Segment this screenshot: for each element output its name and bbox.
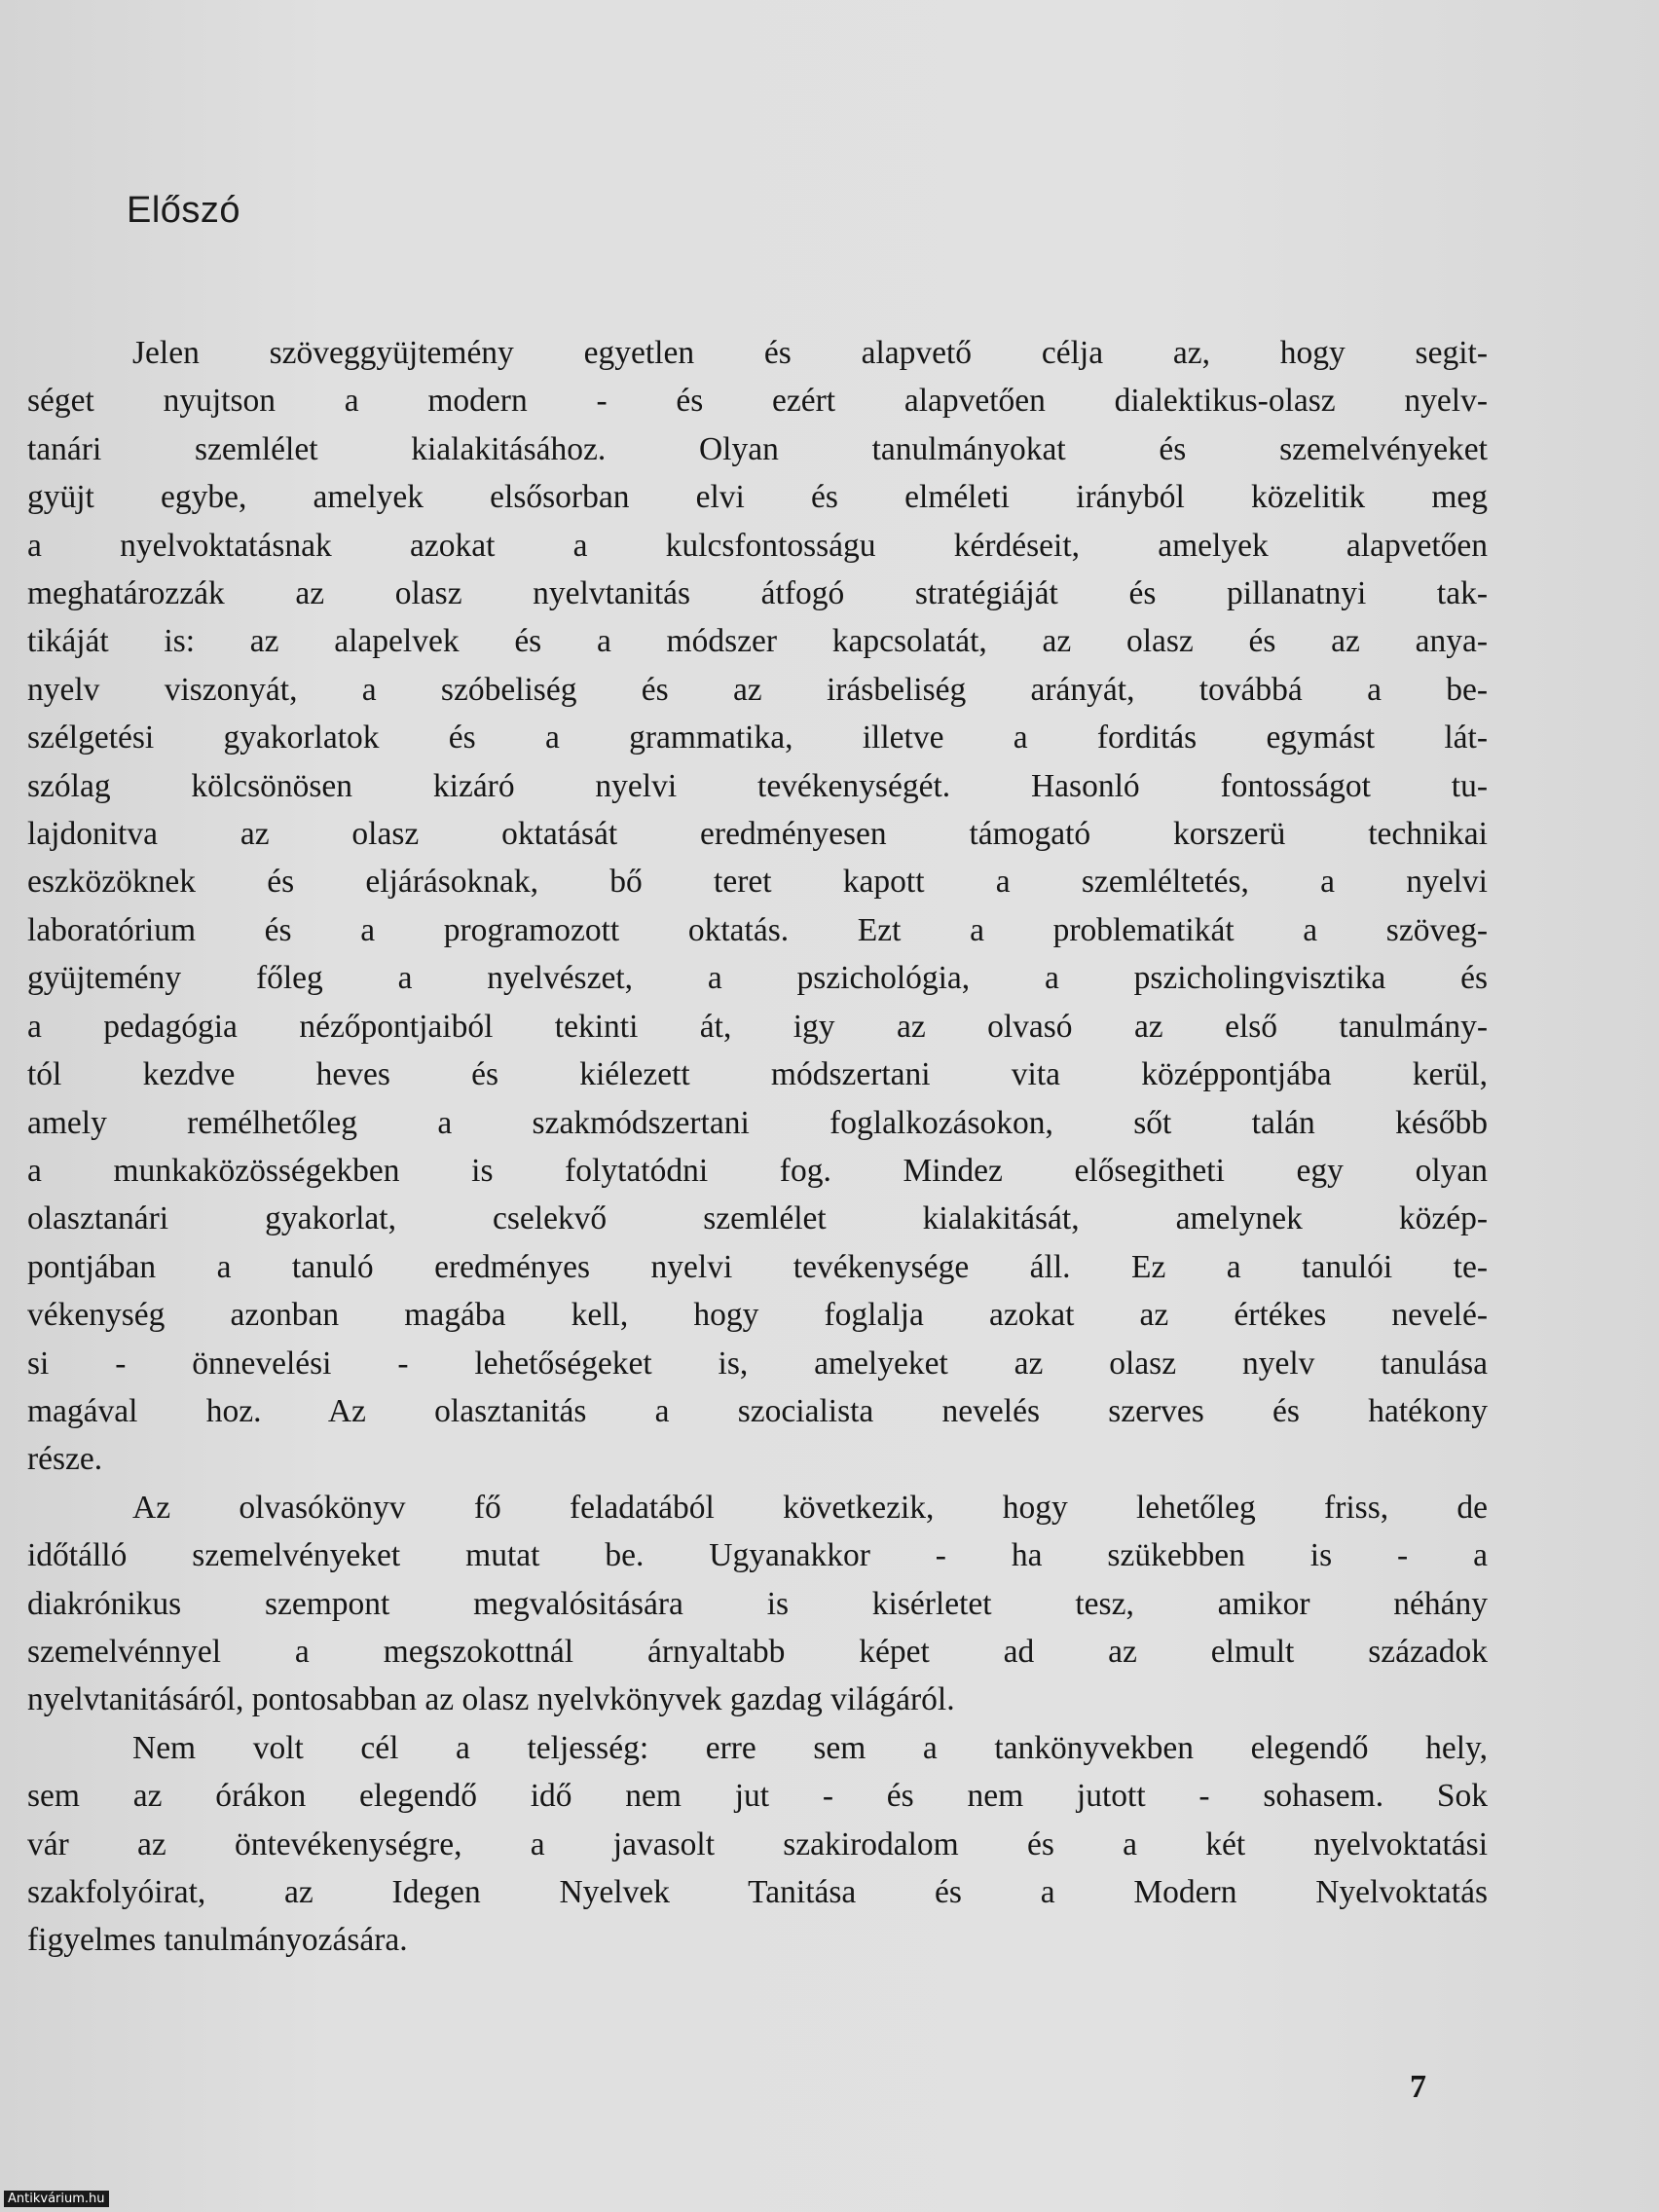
text-line: pontjában a tanuló eredményes nyelvi tevékenysége áll. Ez a tanulói te- bbox=[27, 1248, 1488, 1285]
text-line: Az olvasókönyv fő feladatából következik, hogy lehetőleg friss, de bbox=[132, 1489, 1488, 1526]
text-line: diakrónikus szempont megvalósitására is kisérletet tesz, amikor néhány bbox=[27, 1585, 1488, 1622]
text-line: eszközöknek és eljárásoknak, bő teret kapott a szemléltetés, a nyelvi bbox=[27, 864, 1488, 901]
text-line: tól kezdve heves és kiélezett módszertani vita középpontjába kerül, bbox=[27, 1056, 1488, 1093]
text-line: laboratórium és a programozott oktatás. Ezt a problematikát a szöveg- bbox=[27, 911, 1488, 948]
text-line: szólag kölcsönösen kizáró nyelvi tevékenységét. Hasonló fontosságot tu- bbox=[27, 767, 1488, 804]
text-line: si - önnevelési - lehetőségeket is, amelyeket az olasz nyelv tanulása bbox=[27, 1345, 1488, 1382]
page-title: Előszó bbox=[127, 190, 241, 231]
text-line: nyelvtanitásáról, pontosabban az olasz nyelvkönyvek gazdag világáról. bbox=[27, 1681, 955, 1718]
text-line: tanári szemlélet kialakitásához. Olyan tanulmányokat és szemelvényeket bbox=[27, 430, 1488, 467]
text-line: magával hoz. Az olasztanitás a szocialista nevelés szerves és hatékony bbox=[27, 1392, 1488, 1429]
text-line: tikáját is: az alapelvek és a módszer kapcsolatát, az olasz és az anya- bbox=[27, 623, 1488, 660]
text-line: időtálló szemelvényeket mutat be. Ugyanakkor - ha szükebben is - a bbox=[27, 1537, 1488, 1574]
text-line: a nyelvoktatásnak azokat a kulcsfontosságu kérdéseit, amelyek alapvetően bbox=[27, 527, 1488, 564]
watermark: Antikvárium.hu bbox=[4, 2191, 109, 2207]
text-line: nyelv viszonyát, a szóbeliség és az irásbeliség arányát, továbbá a be- bbox=[27, 671, 1488, 708]
text-line: vár az öntevékenységre, a javasolt szakirodalom és a két nyelvoktatási bbox=[27, 1825, 1488, 1862]
text-line: meghatározzák az olasz nyelvtanitás átfogó stratégiáját és pillanatnyi tak- bbox=[27, 575, 1488, 612]
text-line: figyelmes tanulmányozására. bbox=[27, 1922, 408, 1959]
text-line: lajdonitva az olasz oktatását eredményesen támogató korszerü technikai bbox=[27, 816, 1488, 853]
foreword-text bbox=[27, 329, 1488, 1965]
text-line: szemelvénnyel a megszokottnál árnyaltabb képet ad az elmult századok bbox=[27, 1633, 1488, 1670]
text-line: a munkaközösségekben is folytatódni fog. Mindez elősegitheti egy olyan bbox=[27, 1152, 1488, 1189]
text-line: vékenység azonban magába kell, hogy foglalja azokat az értékes nevelé- bbox=[27, 1297, 1488, 1334]
text-line: amely remélhetőleg a szakmódszertani foglalkozásokon, sőt talán később bbox=[27, 1104, 1488, 1141]
page-number: 7 bbox=[1410, 2069, 1426, 2105]
text-line: sem az órákon elegendő idő nem jut - és nem jutott - sohasem. Sok bbox=[27, 1778, 1488, 1815]
text-line: Nem volt cél a teljesség: erre sem a tankönyvekben elegendő hely, bbox=[132, 1729, 1488, 1766]
text-line: gyüjt egybe, amelyek elsősorban elvi és elméleti irányból közelitik meg bbox=[27, 479, 1488, 516]
text-line: séget nyujtson a modern - és ezért alapvetően dialektikus-olasz nyelv- bbox=[27, 383, 1488, 420]
text-line: szélgetési gyakorlatok és a grammatika, illetve a forditás egymást lát- bbox=[27, 719, 1488, 756]
text-line: a pedagógia nézőpontjaiból tekinti át, igy az olvasó az első tanulmány- bbox=[27, 1008, 1488, 1045]
text-line: szakfolyóirat, az Idegen Nyelvek Tanitása és a Modern Nyelvoktatás bbox=[27, 1874, 1488, 1910]
text-line: gyüjtemény főleg a nyelvészet, a pszichológia, a pszicholingvisztika és bbox=[27, 960, 1488, 997]
text-line: része. bbox=[27, 1441, 103, 1478]
text-line: olasztanári gyakorlat, cselekvő szemlélet kialakitását, amelynek közép- bbox=[27, 1200, 1488, 1237]
text-line: Jelen szöveggyüjtemény egyetlen és alapvető célja az, hogy segit- bbox=[132, 335, 1488, 371]
